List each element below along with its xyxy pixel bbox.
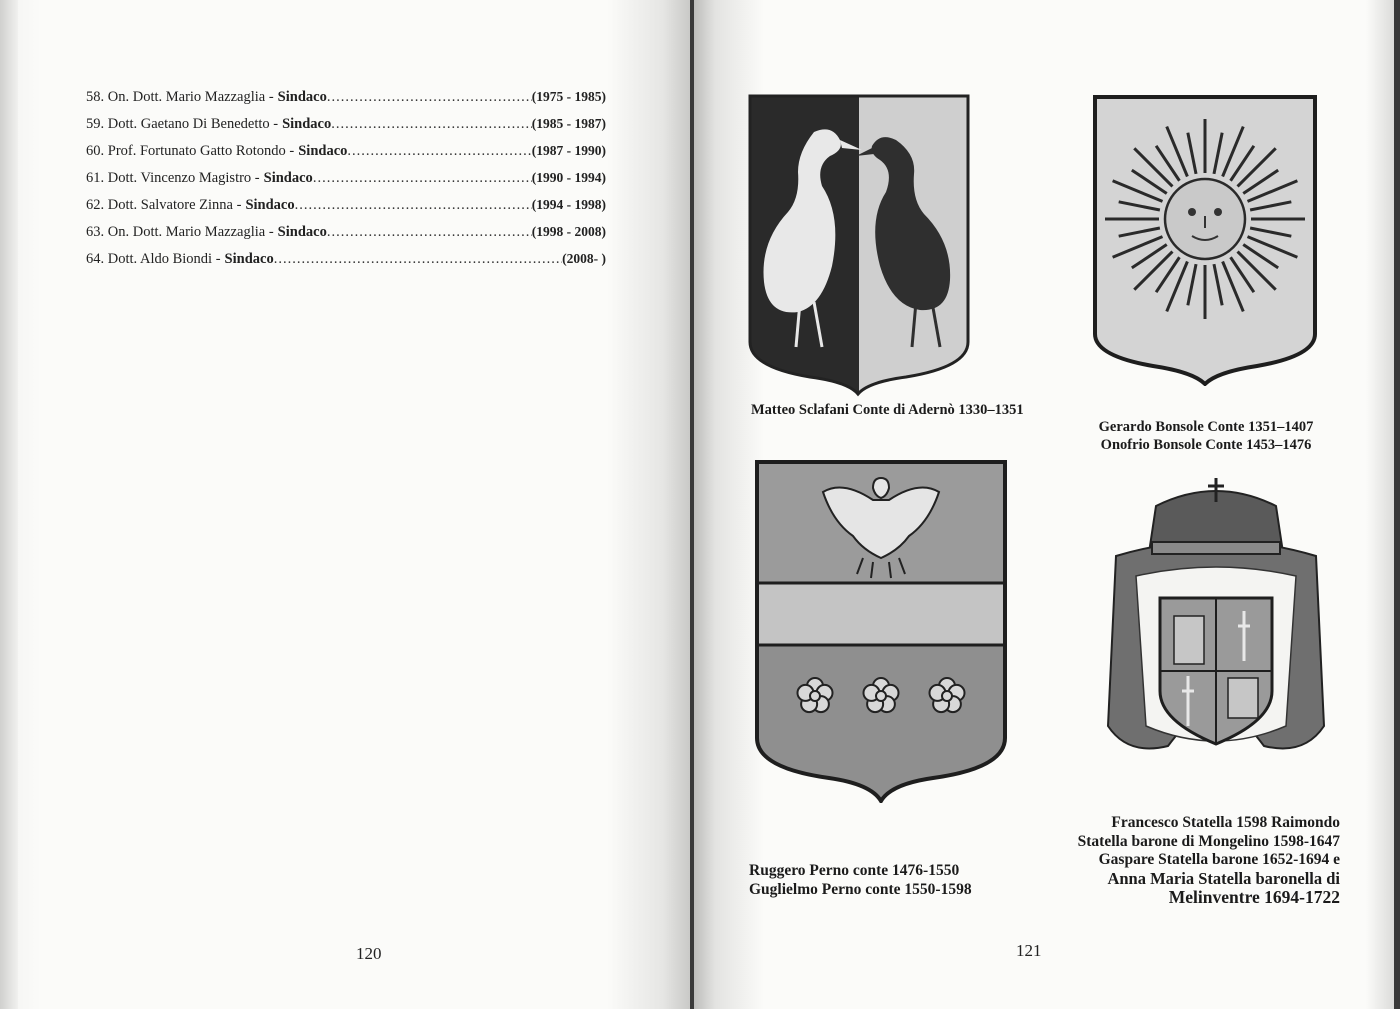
entry-role: Sindaco: [245, 197, 295, 213]
right-page: [694, 0, 1394, 1009]
entry-name: 62. Dott. Salvatore Zinna -: [86, 197, 242, 213]
entry-role: Sindaco: [298, 143, 348, 159]
entry-name: 61. Dott. Vincenzo Magistro -: [86, 170, 260, 186]
caption-line: Anna Maria Statella baronella di: [1107, 868, 1340, 888]
caption-line: Gaspare Statella barone 1652-1694 e: [1098, 851, 1340, 868]
page-edge: [0, 0, 18, 1009]
entry-years: (1990 - 1994): [531, 170, 606, 185]
list-item: [86, 86, 606, 113]
page-number: 120: [356, 944, 382, 963]
leader-dots: [327, 221, 532, 243]
entry-years: (1985 - 1987): [531, 116, 606, 131]
eagle-roses-shield-icon: [753, 458, 1009, 803]
entry-name: 58. On. Dott. Mario Mazzaglia -: [86, 89, 274, 105]
list-item: [86, 167, 606, 194]
caption-line: Francesco Statella 1598 Raimondo: [1111, 814, 1340, 831]
entry-name: 63. On. Dott. Mario Mazzaglia -: [86, 224, 274, 240]
caption-line: Guglielmo Perno conte 1550-1598: [749, 880, 972, 898]
entry-name: 59. Dott. Gaetano Di Benedetto -: [86, 116, 279, 132]
sun-shield-icon: [1092, 94, 1318, 386]
list-item: [86, 248, 606, 275]
entry-years: (1994 - 1998): [531, 197, 606, 212]
caption-perno: [749, 862, 972, 899]
mayor-list: [86, 86, 606, 275]
page-number: 121: [1016, 941, 1042, 960]
list-item: [86, 221, 606, 248]
entry-years: (1975 - 1985): [531, 89, 606, 104]
list-item: [86, 140, 606, 167]
leader-dots: [347, 140, 531, 162]
caption-line: Gerardo Bonsole Conte 1351–1407: [1098, 419, 1314, 435]
entry-role: Sindaco: [277, 224, 327, 240]
entry-years: (1998 - 2008): [531, 224, 606, 239]
caption-line: Melinventre 1694-1722: [1168, 887, 1340, 907]
entry-name: 64. Dott. Aldo Biondi -: [86, 251, 221, 267]
entry-role: Sindaco: [277, 89, 327, 105]
leader-dots: [295, 194, 532, 216]
entry-role: Sindaco: [263, 170, 313, 186]
leader-dots: [274, 248, 562, 270]
heron-shield-icon: [746, 92, 974, 397]
caption-line: Ruggero Perno conte 1476-1550: [749, 862, 960, 879]
caption-line: Statella barone di Mongelino 1598-1647: [1077, 832, 1340, 850]
left-page: [0, 0, 690, 1009]
entry-role: Sindaco: [224, 251, 274, 267]
crowned-mantle-shield-icon: [1096, 476, 1336, 776]
entry-role: Sindaco: [282, 116, 332, 132]
list-item: [86, 113, 606, 140]
list-item: [86, 194, 606, 221]
leader-dots: [327, 86, 532, 108]
caption-line: Onofrio Bonsole Conte 1453–1476: [1100, 436, 1312, 453]
caption-statella: [1054, 814, 1340, 907]
entry-years: (2008- ): [562, 251, 606, 266]
leader-dots: [331, 113, 532, 135]
leader-dots: [313, 167, 532, 189]
caption-bonsole: [1098, 419, 1314, 454]
entry-years: (1987 - 1990): [531, 143, 606, 158]
entry-name: 60. Prof. Fortunato Gatto Rotondo -: [86, 143, 295, 159]
caption-sclafani: Matteo Sclafani Conte di Adernò 1330–1351: [751, 402, 1024, 418]
